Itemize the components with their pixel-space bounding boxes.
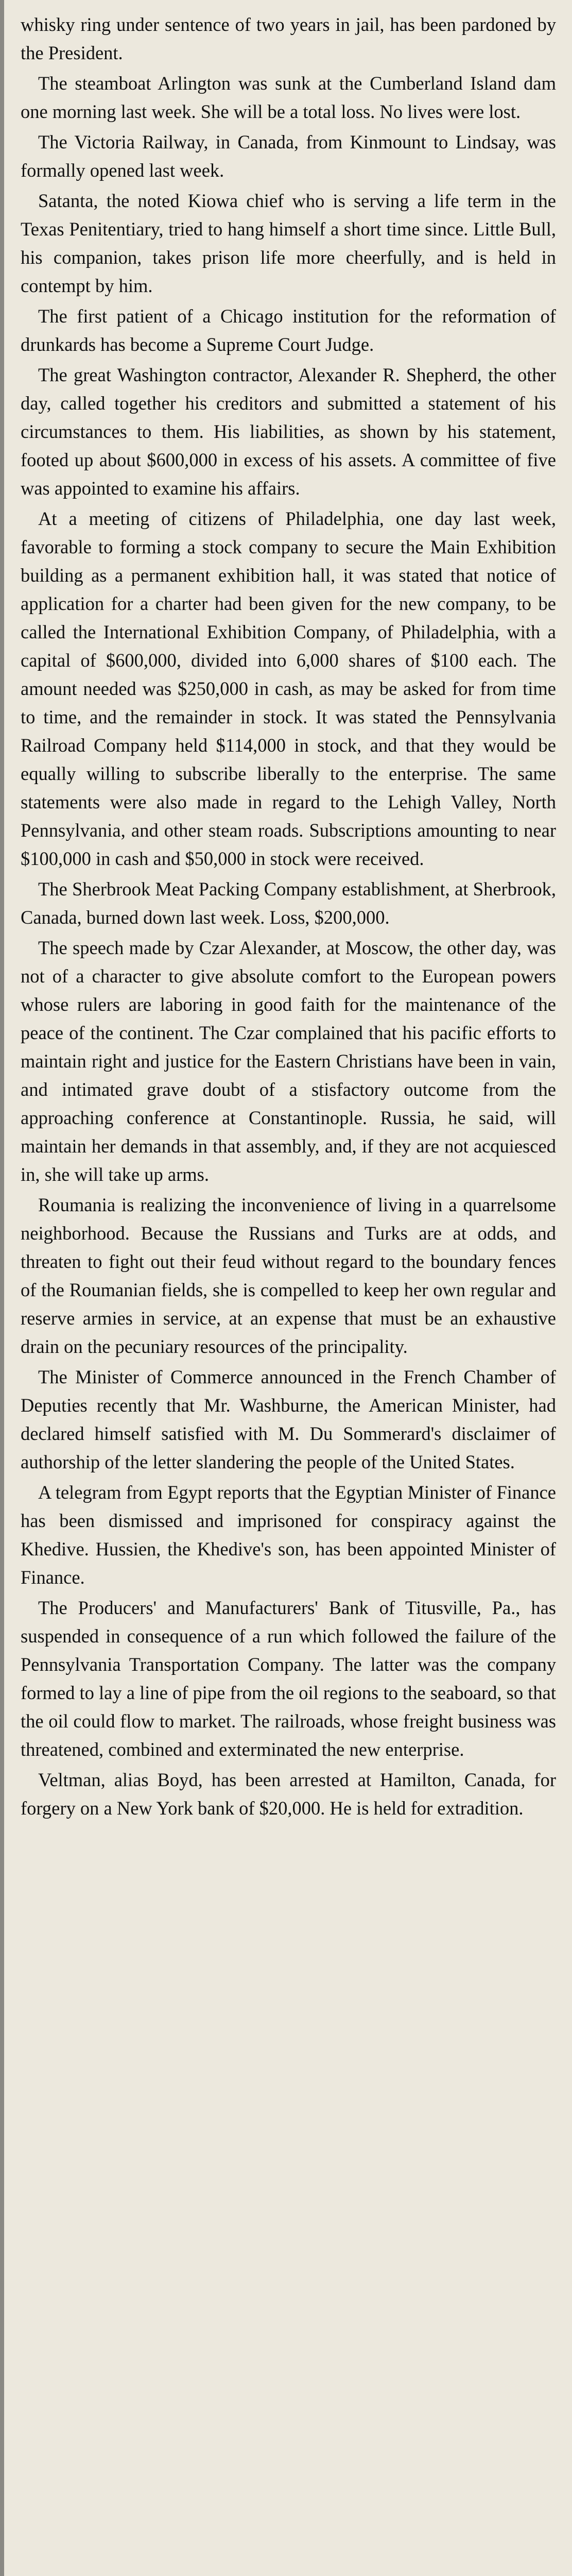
news-item: A telegram from Egypt reports that the Egyptian Minister of Finance has been dismissed and imprisoned for conspiracy against the Khedive. Hussien, the Khedive's son, has been appointed Minister of Finance. (21, 1482, 556, 1588)
news-item: At a meeting of citizens of Philadelphia, one day last week, favorable to forming a stock company to secure the Main Exhibition building as a permanent exhibition hall, it was stated that notice of application for a charter had been given for the new company, to be called the International Exhibition Company, of Philadelphia, with a capital of $600,000, divided into 6,000 shares of $100 each. The amount needed was $250,000 in cash, as may be asked for from time to time, and the remainder in stock. It was stated the Pennsylvania Railroad Company held $114,000 in stock, and that they would be equally willing to subscribe liberally to the enterprise. The same statements were also made in regard to the Lehigh Valley, North Pennsylvania, and other steam roads. Subscriptions amounting to near $100,000 in cash and $50,000 in stock were received. (21, 508, 556, 869)
news-item: The Sherbrook Meat Packing Company establishment, at Sherbrook, Canada, burned down last week. Loss, $200,000. (21, 878, 556, 928)
news-item: The steamboat Arlington was sunk at the Cumberland Island dam one morning last week. She will be a total loss. No lives were lost. (21, 73, 556, 122)
column-rule (0, 0, 4, 2576)
news-item: Veltman, alias Boyd, has been arrested at Hamilton, Canada, for forgery on a New York bank of $20,000. He is held for extradition. (21, 1769, 556, 1819)
news-item: The Minister of Commerce announced in the French Chamber of Deputies recently that Mr. Washburne, the American Minister, had declared himself satisfied with M. Du Sommerard's disclaimer of authorship of the letter slandering the people of the United States. (21, 1366, 556, 1472)
news-item: The Producers' and Manufacturers' Bank of Titusville, Pa., has suspended in consequence of a run which followed the failure of the Pennsylvania Transportation Company. The latter was the company formed to lay a line of pipe from the oil regions to the seaboard, so that the oil could flow to market. The railroads, whose freight business was threatened, combined and exterminated the new enterprise. (21, 1597, 556, 1760)
news-column (21, 10, 556, 1824)
news-item: The first patient of a Chicago institution for the reformation of drunkards has become a Supreme Court Judge. (21, 306, 556, 355)
news-item: Satanta, the noted Kiowa chief who is serving a life term in the Texas Penitentiary, tried to hang himself a short time since. Little Bull, his companion, takes prison life more cheerfully, and is held in contempt by him. (21, 190, 556, 296)
news-item: whisky ring under sentence of two years in jail, has been pardoned by the President. (21, 14, 556, 63)
news-item: The Victoria Railway, in Canada, from Kinmount to Lindsay, was formally opened last week. (21, 131, 556, 181)
news-item: The speech made by Czar Alexander, at Moscow, the other day, was not of a character to give absolute comfort to the European powers whose rulers are laboring in good faith for the maintenance of the peace of the continent. The Czar complained that his pacific efforts to maintain right and justice for the Eastern Christians have been in vain, and intimated grave doubt of a stisfactory outcome from the approaching conference at Constantinople. Russia, he said, will maintain her demands in that assembly, and, if they are not acquiesced in, she will take up arms. (21, 937, 556, 1185)
news-item: Roumania is realizing the inconvenience of living in a quarrelsome neighborhood. Because the Russians and Turks are at odds, and threaten to fight out their feud without regard to the boundary fences of the Roumanian fields, she is compelled to keep her own regular and reserve armies in service, at an expense that must be an exhaustive drain on the pecuniary resources of the principality. (21, 1194, 556, 1357)
news-item: The great Washington contractor, Alexander R. Shepherd, the other day, called together his creditors and submitted a statement of his circumstances to them. His liabilities, as shown by his statement, footed up about $600,000 in excess of his assets. A committee of five was appointed to examine his affairs. (21, 364, 556, 499)
